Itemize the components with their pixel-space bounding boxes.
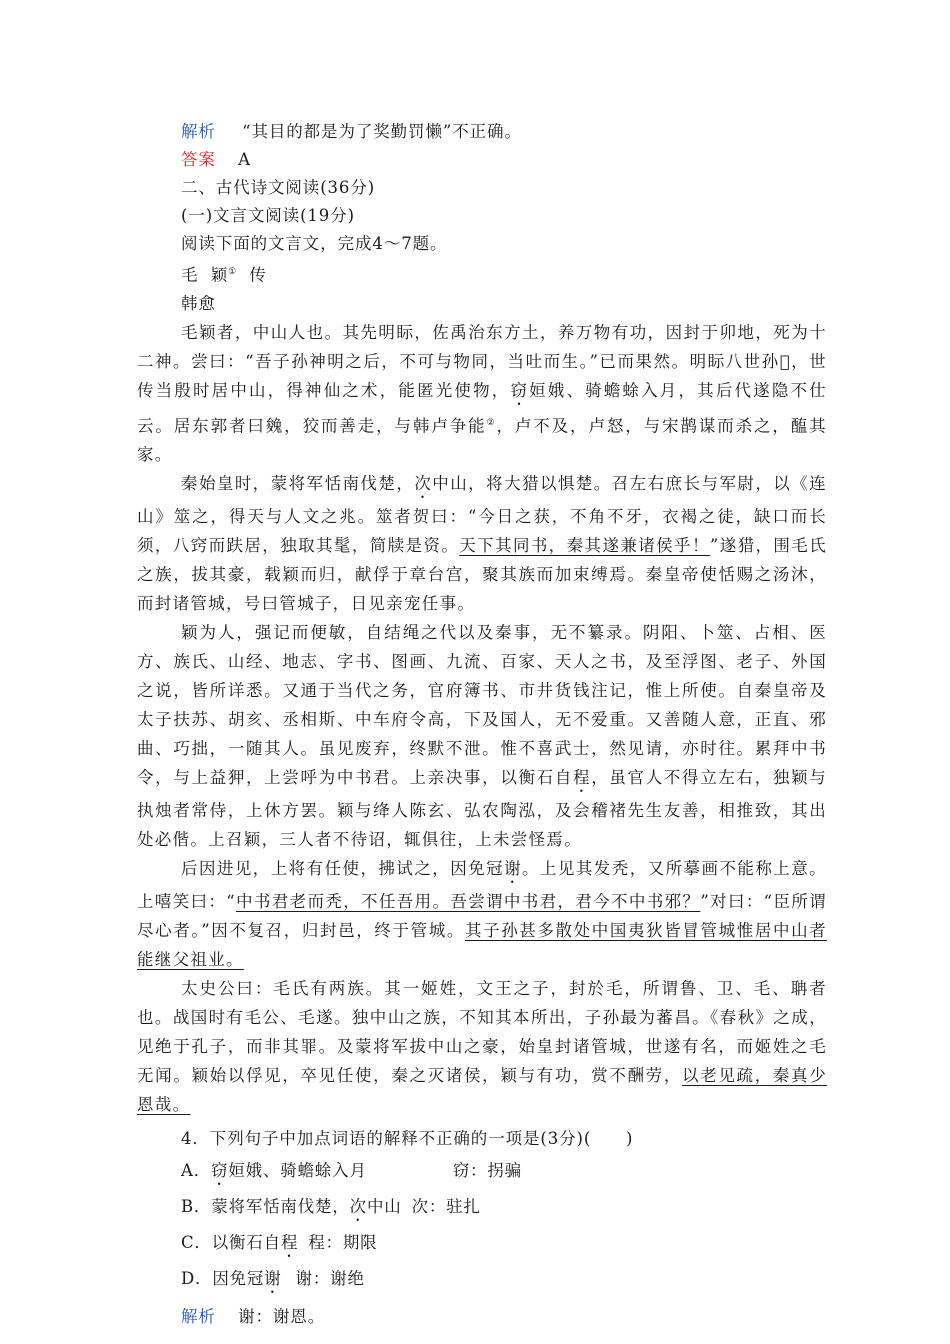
option-b[interactable]: B．蒙将军恬南伐楚，次中山 次：驻扎: [181, 1197, 481, 1216]
dotted-word: 谢: [504, 859, 523, 878]
dotted-word: 窃: [510, 380, 530, 400]
rare-char: 㕙: [265, 416, 285, 435]
rare-char: 𩠅: [779, 351, 792, 371]
passage-title: 毛 颖① 传: [181, 265, 267, 285]
question-4-stem: 4．下列句子中加点词语的解释不正确的一项是(3分)( ): [181, 1129, 634, 1148]
underlined-sentence: 其子孙甚多散处中国夷狄皆冒管城惟居中山者能继父祖业。: [137, 921, 828, 969]
dotted-word: 程: [280, 1233, 299, 1252]
paragraph-5: 太史公曰：毛氏有两族。其一姬姓，文王之子，封於毛，所谓鲁、卫、毛、聃者也。战国时有毛公、毛遂。独中山之族，不知其本所出，子孙最为蕃昌。《春秋》之成，见绝于孔子，而非其罪。及蒙将军拔中山之豪，始皇封诸管城，世遂有名，而姬姓之毛无闻。颖始以俘见，卒见任使，秦之灭诸侯，颖与有功，赏不酬劳，以老见疏，秦真少恩哉。: [137, 979, 828, 1114]
paragraph-2: 秦始皇时，蒙将军恬南伐楚，次中山，将大猎以惧楚。召左右庶长与军尉，以《连山》筮之，得天与人文之兆。筮者贺曰：“今日之获，不角不牙，衣褐之徒，缺口而长须，八窍而趺居，独取其髦，简牍是资。天下其同书，秦其遂兼诸侯乎！”遂猎，围毛氏之族，拔其豪，载颖而归，献俘于章台宫，聚其族而加束缚焉。秦皇帝使恬赐之汤沐，而封诸管城，号曰管城子，日见亲宠任事。: [137, 474, 828, 613]
footnote-marker: ①: [228, 267, 238, 277]
answer-label: 答案: [181, 150, 216, 169]
answer-text: A: [238, 150, 251, 169]
option-d[interactable]: D．因免冠谢 谢：谢绝: [181, 1269, 365, 1288]
prev-analysis-line: [137, 118, 827, 146]
dotted-word: 窃: [211, 1161, 229, 1180]
option-gloss: 次：驻扎: [411, 1197, 481, 1216]
option-a[interactable]: A．窃姮娥、骑蟾蜍入月 窃：拐骗: [181, 1161, 522, 1180]
option-gloss: 窃：拐骗: [452, 1161, 522, 1180]
footnote-marker: ②: [486, 417, 497, 428]
instruction: 阅读下面的文言文，完成4～7题。: [181, 234, 448, 253]
underlined-sentence: 天下其同书，秦其遂兼诸侯乎！: [459, 536, 710, 555]
analysis-label: 解析: [181, 1307, 216, 1326]
underlined-sentence: 中书君老而秃，不任吾用。吾尝谓中书君，君今不中书邪？: [236, 892, 701, 911]
dotted-word: 次: [414, 474, 433, 493]
underlined-sentence: 以老见疏，秦真少恩哉。: [137, 1066, 828, 1114]
analysis-text: 谢：谢恩。: [238, 1307, 326, 1326]
analysis-text: “其目的都是为了奖勤罚懒”不正确。: [242, 122, 522, 141]
document-body: [137, 118, 827, 1331]
paragraph-4: 后因进见，上将有任使，拂试之，因免冠谢。上见其发秃，又所摹画不能称上意。上嘻笑曰：“中书君老而秃，不任吾用。吾尝谓中书君，君今不中书邪？”对曰：“臣所谓尽心者。”因不复召，归封邑，终于管城。其子孙甚多散处中国夷狄皆冒管城惟居中山者能继父祖业。: [137, 859, 828, 969]
option-gloss: 程：期限: [308, 1233, 378, 1252]
option-gloss: 谢：谢绝: [295, 1269, 365, 1288]
dotted-word: 次: [349, 1197, 367, 1216]
paragraph-1: 毛颖者，中山人也。其先明眎，佐禹治东方土，养万物有功，因封于卯地，死为十二神。尝曰：“吾子孙神明之后，不可与物同，当吐而生。”已而果然。明眎八世孙𩠅，世传当殷时居中山，得神仙之术，能匿光使物，窃姮娥、骑蟾蜍入月，其后代遂隐不仕云。居东郭者曰㕙，狡而善走，与韩卢争能②，卢不及，卢怒，与宋鹊谋而杀之，醢其家。: [137, 322, 827, 464]
dotted-word: 程: [573, 768, 592, 787]
dotted-word: 谢: [264, 1269, 282, 1288]
subsection-title: (一)文言文阅读(19分): [181, 206, 355, 225]
section-title: 二、古代诗文阅读(36分): [181, 178, 376, 197]
analysis-label: 解析: [181, 122, 216, 141]
paragraph-3: 颖为人，强记而便敏，自结绳之代以及秦事，无不纂录。阴阳、卜筮、占相、医方、族氏、山经、地志、字书、图画、九流、百家、天人之书，及至浮图、老子、外国之说，皆所详悉。又通于当代之务，官府簿书、市井货钱注记，惟上所使。自秦皇帝及太子扶苏、胡亥、丞相斯、中车府令高，下及国人，无不爱重。又善随人意，正直、邪曲、巧拙，一随其人。虽见废弃，终默不泄。惟不喜武士，然见请，亦时往。累拜中书令，与上益狎，上尝呼为中书君。上亲决事，以衡石自程，虽官人不得立左右，独颖与执烛者常侍，上休方罢。颖与绛人陈玄、弘农陶泓，及会稽褚先生友善，相推致，其出处必偕。上召颖，三人者不待诏，辄俱往，上未尝怪焉。: [137, 623, 827, 849]
prev-answer-line: [137, 146, 827, 174]
option-c[interactable]: C．以衡石自程 程：期限: [181, 1233, 378, 1252]
question-4-analysis: [137, 1303, 827, 1331]
author: 韩愈: [181, 293, 216, 313]
